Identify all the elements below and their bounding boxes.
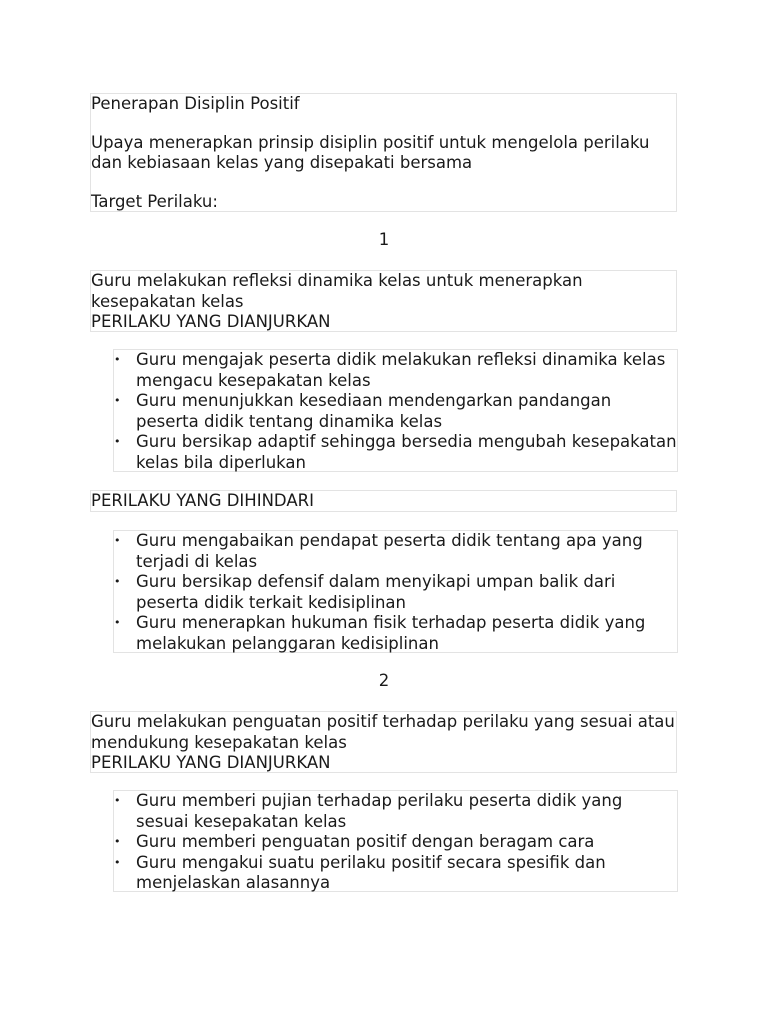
section-heading: Guru melakukan penguatan positif terhadap perilaku yang sesuai atau mendukung kesepakatan kelas xyxy=(91,712,675,752)
avoided-list-box xyxy=(113,530,678,653)
document-title: Penerapan Disiplin Positif xyxy=(91,94,300,113)
list-item: • Guru bersikap defensif dalam menyikapi umpan balik dari peserta didik terkait kedisiplinan xyxy=(114,572,677,613)
intro-box xyxy=(90,93,677,212)
avoided-label-box xyxy=(90,490,677,512)
recommended-list xyxy=(114,791,677,894)
section-number: 1 xyxy=(378,230,390,249)
target-label: Target Perilaku: xyxy=(91,191,218,211)
list-item: • Guru memberi penguatan positif dengan beragam cara xyxy=(114,832,677,853)
recommended-list-box xyxy=(113,790,678,892)
recommended-label: PERILAKU YANG DIANJURKAN xyxy=(91,753,331,772)
section-heading: Guru melakukan refleksi dinamika kelas untuk menerapkan kesepakatan kelas xyxy=(91,271,583,311)
recommended-list-box xyxy=(113,349,678,472)
list-item: • Guru mengakui suatu perilaku positif secara spesifik dan menjelaskan alasannya xyxy=(114,853,677,894)
intro-description: Upaya menerapkan prinsip disiplin positif untuk mengelola perilaku dan kebiasaan kelas yang disepakati bersama xyxy=(91,132,650,172)
avoided-label: PERILAKU YANG DIHINDARI xyxy=(91,491,314,510)
section-heading-box xyxy=(90,270,677,332)
list-item: • Guru bersikap adaptif sehingga bersedia mengubah kesepakatan kelas bila diperlukan xyxy=(114,432,677,473)
list-item: • Guru mengajak peserta didik melakukan refleksi dinamika kelas mengacu kesepakatan kelas xyxy=(114,350,677,391)
list-item: • Guru memberi pujian terhadap perilaku peserta didik yang sesuai kesepakatan kelas xyxy=(114,791,677,832)
section-number: 2 xyxy=(378,671,390,690)
list-item: • Guru mengabaikan pendapat peserta didik tentang apa yang terjadi di kelas xyxy=(114,531,677,572)
list-item: • Guru menunjukkan kesediaan mendengarkan pandangan peserta didik tentang dinamika kelas xyxy=(114,391,677,432)
recommended-list xyxy=(114,350,677,473)
avoided-list xyxy=(114,531,677,654)
recommended-label: PERILAKU YANG DIANJURKAN xyxy=(91,312,331,331)
list-item: • Guru menerapkan hukuman fisik terhadap peserta didik yang melakukan pelanggaran kedisiplinan xyxy=(114,613,677,654)
section-heading-box xyxy=(90,711,677,773)
